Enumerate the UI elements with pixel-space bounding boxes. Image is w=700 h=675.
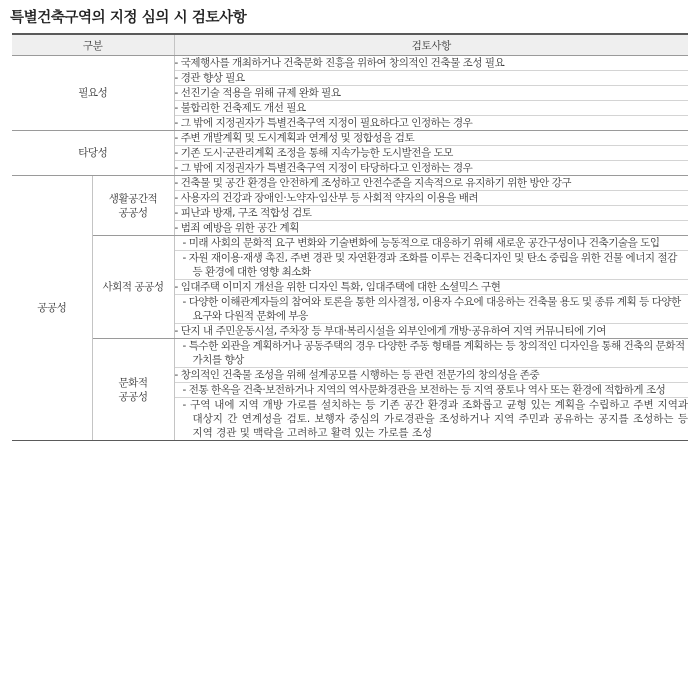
subcategory-social: 사회적 공공성 <box>92 236 174 339</box>
table-row <box>12 339 688 368</box>
review-item: - 경관 향상 필요 <box>174 71 688 86</box>
category-publicness: 공공성 <box>12 176 92 441</box>
review-item: - 미래 사회의 문화적 요구 변화와 기술변화에 능동적으로 대응하기 위해 새로운 공간구성이나 건축기술을 도입 <box>174 236 688 251</box>
subcategory-living-space <box>92 176 174 236</box>
review-item: - 자원 재이용·재생 촉진, 주변 경관 및 자연환경과 조화를 이루는 건축디자인 및 탄소 중립을 위한 건물 에너지 절감 등 환경에 대한 영향 최소화 <box>174 251 688 280</box>
review-criteria-table <box>12 33 688 441</box>
review-item: - 그 밖에 지정권자가 특별건축구역 지정이 필요하다고 인정하는 경우 <box>174 116 688 131</box>
table-header-row <box>12 34 688 56</box>
review-item: - 주변 개발계획 및 도시계획과 연계성 및 정합성을 검토 <box>174 131 688 146</box>
subcategory-cultural <box>92 339 174 441</box>
review-item: - 범죄 예방을 위한 공간 계획 <box>174 221 688 236</box>
review-item: - 기존 도시·군관리계획 조정을 통해 지속가능한 도시발전을 도모 <box>174 146 688 161</box>
review-item: - 전통 한옥을 건축·보전하거나 지역의 역사문화경관을 보전하는 등 지역 풍토나 역사 또는 환경에 적합하게 조성 <box>174 383 688 398</box>
review-item: - 사용자의 건강과 장애인·노약자·임산부 등 사회적 약자의 이용을 배려 <box>174 191 688 206</box>
review-item: - 임대주택 이미지 개선을 위한 디자인 특화, 임대주택에 대한 소셜믹스 구현 <box>174 280 688 295</box>
subcategory-label-line: 문화적 <box>118 376 148 389</box>
review-item: - 다양한 이해관계자들의 참여와 토론을 통한 의사결정, 이용자 수요에 대응하는 건축물 용도 및 종류 계획 등 다양한 요구와 다원적 문화에 부응 <box>174 295 688 324</box>
review-item: - 특수한 외관을 계획하거나 공동주택의 경우 다양한 주동 형태를 계획하는 등 창의적인 디자인을 통해 건축의 문화적 가치를 향상 <box>174 339 688 368</box>
header-review-items: 검토사항 <box>174 34 688 56</box>
review-item: - 창의적인 건축물 조성을 위해 설계공모를 시행하는 등 관련 전문가의 창의성을 존중 <box>174 368 688 383</box>
table-row <box>12 131 688 146</box>
header-category: 구분 <box>12 34 174 56</box>
table-row <box>12 176 688 191</box>
category-validity: 타당성 <box>12 131 174 176</box>
table-row <box>12 56 688 71</box>
table-row <box>12 236 688 251</box>
review-item: - 불합리한 건축제도 개선 필요 <box>174 101 688 116</box>
review-item: - 피난과 방재, 구조 적합성 검토 <box>174 206 688 221</box>
page-title: 특별건축구역의 지정 심의 시 검토사항 <box>10 10 247 26</box>
review-item: - 선진기술 적용을 위해 규제 완화 필요 <box>174 86 688 101</box>
review-item: - 그 밖에 지정권자가 특별건축구역 지정이 타당하다고 인정하는 경우 <box>174 161 688 176</box>
review-item: - 국제행사를 개최하거나 건축문화 진흥을 위하여 창의적인 건축물 조성 필요 <box>174 56 688 71</box>
review-item: - 구역 내에 지역 개방 가로를 설치하는 등 기존 공간 환경과 조화롭고 균형 있는 계획을 수립하고 주변 지역과 대상지 간 연계성을 검토. 보행자 중심의 가로경관을 조성하거나 지역 주민과 공유하는 공지를 조성하는 등 지역 경관 및 맥락을 고려하고 활력 있는 가로를 조성 <box>174 398 688 441</box>
subcategory-label-line: 공공성 <box>118 390 148 403</box>
review-item: - 건축물 및 공간 환경을 안전하게 조성하고 안전수준을 지속적으로 유지하기 위한 방안 강구 <box>174 176 688 191</box>
subcategory-label-line: 공공성 <box>118 206 148 219</box>
review-item: - 단지 내 주민운동시설, 주차장 등 부대·복리시설을 외부인에게 개방·공유하여 지역 커뮤니티에 기여 <box>174 324 688 339</box>
category-necessity: 필요성 <box>12 56 174 131</box>
subcategory-label-line: 생활공간적 <box>108 192 158 205</box>
